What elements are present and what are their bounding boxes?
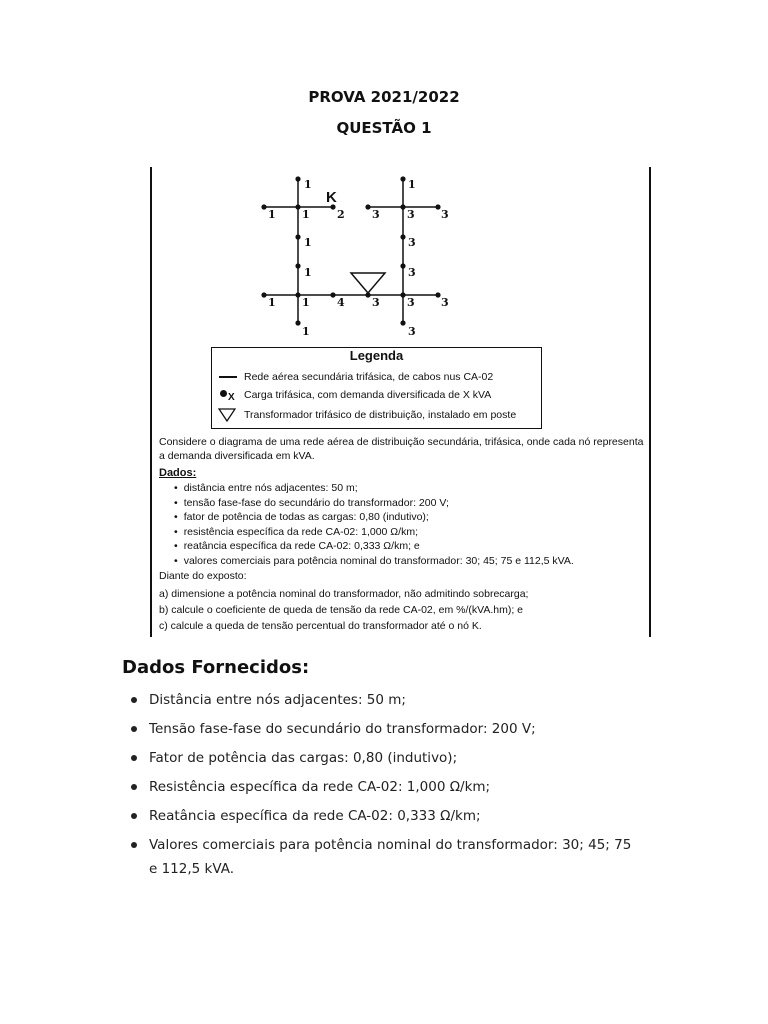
node-label: 1 [302, 296, 310, 309]
node [400, 320, 405, 325]
node [295, 263, 300, 268]
node-label: 1 [302, 325, 310, 338]
node [295, 204, 300, 209]
list-item: • valores comerciais para potência nominal do transformador: 30; 45; 75 e 112,5 kVA. [174, 554, 574, 569]
node [295, 176, 300, 181]
node-label: 1 [302, 208, 310, 221]
list-item: • tensão fase-fase do secundário do transformador: 200 V; [174, 496, 574, 511]
node-label: 3 [372, 208, 380, 221]
dados-heading: Dados: [159, 467, 197, 479]
node-label: 1 [268, 296, 276, 309]
node [330, 292, 335, 297]
node-label: 1 [304, 236, 312, 249]
node [400, 176, 405, 181]
node [435, 292, 440, 297]
legend-row-line [218, 370, 493, 384]
node-label: 3 [407, 296, 415, 309]
network-diagram [150, 167, 652, 347]
list-item: Reatância específica da rede CA-02: 0,333 Ω/km; [122, 804, 642, 828]
node-label: 1 [408, 178, 416, 191]
node [400, 234, 405, 239]
question-item: b) calcule o coeficiente de queda de tensão da rede CA-02, em %/(kVA.hm); e [159, 604, 524, 616]
node-label: 3 [407, 208, 415, 221]
diante-text: Diante do exposto: [159, 570, 247, 582]
node [400, 204, 405, 209]
list-item: • fator de potência de todas as cargas: 0,80 (indutivo); [174, 510, 574, 525]
list-item: Valores comerciais para potência nominal do transformador: 30; 45; 75 e 112,5 kVA. [122, 833, 642, 881]
node-label: 3 [441, 208, 449, 221]
node-label: 4 [337, 296, 345, 309]
load-symbol: X [228, 392, 235, 403]
node [435, 204, 440, 209]
legend-box [211, 347, 542, 429]
list-item: Fator de potência das cargas: 0,80 (indutivo); [122, 746, 642, 770]
load-dot-icon [218, 388, 238, 402]
problem-statement: Considere o diagrama de uma rede aérea de distribuição secundária, trifásica, onde cada nó representa a demanda diversificada em kVA. [159, 436, 644, 462]
legend-transformer-text: Transformador trifásico de distribuição, instalado em poste [244, 409, 517, 421]
node-label: 3 [408, 236, 416, 249]
node-label: 3 [408, 266, 416, 279]
exam-title: PROVA 2021/2022 [308, 88, 460, 106]
node-label: 3 [372, 296, 380, 309]
transformer-icon [351, 273, 385, 293]
question-image [150, 167, 652, 637]
legend-title: Legenda [349, 348, 404, 363]
line-symbol-icon [218, 370, 238, 384]
transformer-symbol-icon [218, 408, 238, 422]
node [261, 292, 266, 297]
list-item: • resistência específica da rede CA-02: 1,000 Ω/km; [174, 525, 574, 540]
node [365, 204, 370, 209]
question-title: QUESTÃO 1 [336, 119, 432, 137]
question-item: c) calcule a queda de tensão percentual do transformador até o nó K. [159, 620, 482, 632]
node [261, 204, 266, 209]
list-item: Tensão fase-fase do secundário do transformador: 200 V; [122, 717, 642, 741]
fornecidos-list [122, 688, 642, 886]
node [295, 292, 300, 297]
section-heading: Dados Fornecidos: [122, 657, 310, 678]
legend-row-load [218, 388, 491, 402]
node-label: 3 [408, 325, 416, 338]
node-label: 1 [304, 266, 312, 279]
node-label: 3 [441, 296, 449, 309]
list-item: • reatância específica da rede CA-02: 0,333 Ω/km; e [174, 539, 574, 554]
node-label: 1 [268, 208, 276, 221]
legend-load-text: Carga trifásica, com demanda diversificada de X kVA [244, 389, 492, 401]
node [400, 263, 405, 268]
legend-row-transformer [218, 408, 516, 422]
list-item: Distância entre nós adjacentes: 50 m; [122, 688, 642, 712]
question-item: a) dimensione a potência nominal do transformador, não admitindo sobrecarga; [159, 588, 529, 600]
dados-list [174, 481, 574, 568]
list-item: Resistência específica da rede CA-02: 1,000 Ω/km; [122, 775, 642, 799]
legend-line-text: Rede aérea secundária trifásica, de cabos nus CA-02 [244, 371, 494, 383]
node-k-label: K [326, 189, 337, 206]
node-label: 2 [337, 208, 345, 221]
node [400, 292, 405, 297]
question-list [159, 586, 528, 634]
node-label: 1 [304, 178, 312, 191]
list-item: • distância entre nós adjacentes: 50 m; [174, 481, 574, 496]
node [295, 320, 300, 325]
node [295, 234, 300, 239]
